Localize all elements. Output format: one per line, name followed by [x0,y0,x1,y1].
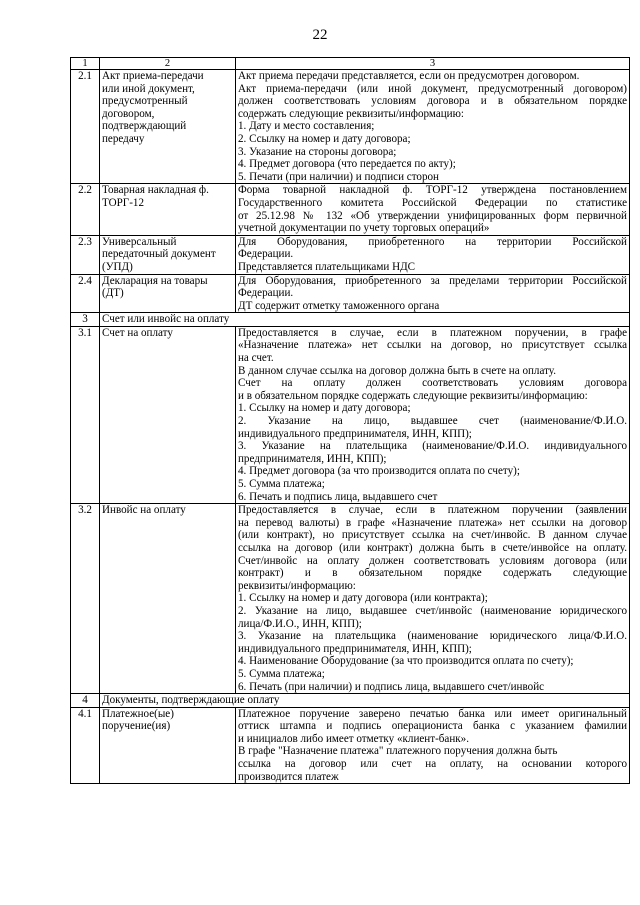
requirement-line: 3. Указание на плательщика (наименование/Ф.И.О. индивидуального [238,440,627,453]
requirement-line: предпринимателя, ИНН, КПП); [238,452,387,465]
requirement-line: 1. Дату и место составления; [238,120,375,133]
requirement-line: Форма товарной накладной ф. ТОРГ-12 утверждена постановлением [238,184,627,197]
document-name-line: передаточный документ [102,248,216,261]
requirement-line: и в обязательном порядке содержать следующие реквизиты/информацию: [238,389,588,402]
document-name-line: Платежное(ые) [102,707,174,720]
document-name [100,235,236,274]
row-number: 2.1 [71,70,100,184]
requirement-line: Счет на оплату должен соответствовать условиям договора [238,377,627,390]
requirement-line: контракт) и в обязательном порядке содержать следующие [238,567,627,580]
requirement-line: 2. Ссылку на номер и дату договора; [238,132,411,145]
requirement-line: 4. Предмет договора (за что производится оплата по счету); [238,465,520,478]
requirement-line: Предоставляется в случае, если в платежном поручении (заявлении [238,504,627,517]
table-row [71,184,630,235]
document-name-line: Акт приема-передачи [102,70,204,82]
requirement-line: реквизиты/информацию: [238,579,356,592]
requirement-line: индивидуального предпринимателя, ИНН, КПП); [238,427,472,440]
requirement-line: оттиск штампа и подпись операциониста банка с указанием фамилии [238,720,627,733]
requirement-line: должен соответствовать условиям договора и в обязательном порядке [238,95,627,108]
document-name-line: Счет на оплату [102,326,173,339]
column-number: 3 [236,58,630,70]
requirement-line: ссылка на договор (или контракт) должна быть в счете/инвойсе на оплату. [238,541,627,554]
requirement-line: 5. Печати (при наличии) и подписи сторон [238,170,439,183]
requirement-line: Счет/инвойс на оплату должен соответствовать условиям договора (или [238,554,627,567]
table-row [71,70,630,184]
document-name-line: передачу [102,132,145,145]
document-name [100,274,236,313]
requirement-line: Государственного комитета Российской Федерации по статистике [238,196,627,209]
requirement-line: Представляется плательщиками НДС [238,260,416,273]
requirement-line: 6. Печать (при наличии) и подпись лица, выдавшего счет/инвойс [238,680,545,693]
requirement-line: ссылка на договор или счет на оплату, на основании которого [238,758,627,771]
requirement-line: учетной документации по учету торговых операций» [238,222,490,235]
requirement-line: Федерации. [238,287,294,300]
section-row [71,313,630,327]
section-title: Документы, подтверждающие оплату [100,694,630,708]
requirement-line: 1. Ссылку на номер и дату договора (или контракта); [238,592,488,605]
requirement-line: 3. Указание на плательщика (наименование юридического лица/Ф.И.О. [238,630,627,643]
document-name-line: подтверждающий [102,120,187,133]
table-row [71,707,630,784]
document-requirements [236,326,630,503]
table-row [71,504,630,694]
requirement-line: «Назначение платежа» нет ссылки на договор, но присутствует ссылка [238,339,627,352]
page-number: 22 [312,27,328,43]
requirement-line: 3. Указание на стороны договора; [238,145,397,158]
document-name [100,70,236,184]
column-number: 2 [100,58,236,70]
row-number: 2.4 [71,274,100,313]
document-requirements [236,235,630,274]
requirement-line: 5. Сумма платежа; [238,667,325,680]
document-name-line: (ДТ) [102,287,124,300]
document-name-line: или иной документ, [102,82,195,95]
column-number-row [71,58,630,70]
column-number: 1 [71,58,100,70]
document-name-line: предусмотренный [102,95,188,108]
requirement-line: и инициалов либо имеет отметку «клиент-банк». [238,732,469,745]
requirement-line: Федерации. [238,248,294,261]
requirement-line: 4. Предмет договора (что передается по акту); [238,158,456,171]
row-number: 2.2 [71,184,100,235]
requirements-table [70,57,630,784]
requirement-line: (или контракт), но присутствует ссылка на счет/инвойс. В данном случае [238,529,627,542]
table-row [71,326,630,503]
document-name-line: Декларация на товары [102,274,208,287]
requirement-line: производится платеж [238,770,339,783]
requirement-line: В данном случае ссылка на договор должна быть в счете на оплату. [238,364,557,377]
document-requirements [236,274,630,313]
document-name [100,504,236,694]
requirement-line: на счет. [238,352,274,365]
table-row [71,235,630,274]
document-name-line: (УПД) [102,260,133,273]
requirement-line: на перевод валюты) в графе «Назначение платежа» нет ссылки на договор [238,516,627,529]
requirement-line: 4. Наименование Оборудование (за что производится оплата по счету); [238,655,574,668]
section-row [71,694,630,708]
document-name-line: договором, [102,107,155,120]
requirement-line: 6. Печать и подпись лица, выдавшего счет [238,490,438,503]
requirement-line: 2. Указание на лицо, выдавшее счет/инвойс (наименование юридического [238,604,627,617]
document-name-line: Товарная накладная ф. [102,184,209,197]
requirement-line: ДТ содержит отметку таможенного органа [238,299,440,312]
table-row [71,274,630,313]
requirement-line: лица/Ф.И.О., ИНН, КПП); [238,617,362,630]
document-name-line: Инвойс на оплату [102,504,186,517]
document-name [100,707,236,784]
document-name-line: поручение(ия) [102,720,171,733]
row-number: 3.1 [71,326,100,503]
document-requirements [236,504,630,694]
requirement-line: содержать следующие реквизиты/информацию: [238,107,464,120]
document-name-line: ТОРГ-12 [102,196,145,209]
document-requirements [236,184,630,235]
document-name [100,326,236,503]
requirement-line: Для Оборудования, приобретенного за пределами территории Российской [238,274,627,287]
requirement-line: Для Оборудования, приобретенного на территории Российской [238,235,627,248]
requirement-line: от 25.12.98 № 132 «Об утверждении унифицированных форм первичной [238,209,627,222]
requirement-line: Акт приема-передачи (или иной документ, предусмотренный договором) [238,82,627,95]
section-title: Счет или инвойс на оплату [100,313,630,327]
table-body [71,58,630,784]
section-number: 3 [71,313,100,327]
row-number: 4.1 [71,707,100,784]
section-number: 4 [71,694,100,708]
requirement-line: 5. Сумма платежа; [238,478,325,490]
requirement-line: индивидуального предпринимателя, ИНН, КПП); [238,642,472,655]
requirement-line: Акт приема передачи представляется, если он предусмотрен договором. [238,70,580,82]
document-name [100,184,236,235]
document-requirements [236,707,630,784]
document-requirements [236,70,630,184]
requirement-line: Платежное поручение заверено печатью банка или имеет оригинальный [238,707,627,720]
requirement-line: Предоставляется в случае, если в платежном поручении, в графе [238,326,627,339]
row-number: 2.3 [71,235,100,274]
row-number: 3.2 [71,504,100,694]
requirement-line: 1. Ссылку на номер и дату договора; [238,402,411,415]
document-name-line: Универсальный [102,235,177,248]
requirement-line: 2. Указание на лицо, выдавшее счет (наименование/Ф.И.О. [238,415,627,428]
requirement-line: В графе "Назначение платежа" платежного поручения должна быть [238,745,558,758]
